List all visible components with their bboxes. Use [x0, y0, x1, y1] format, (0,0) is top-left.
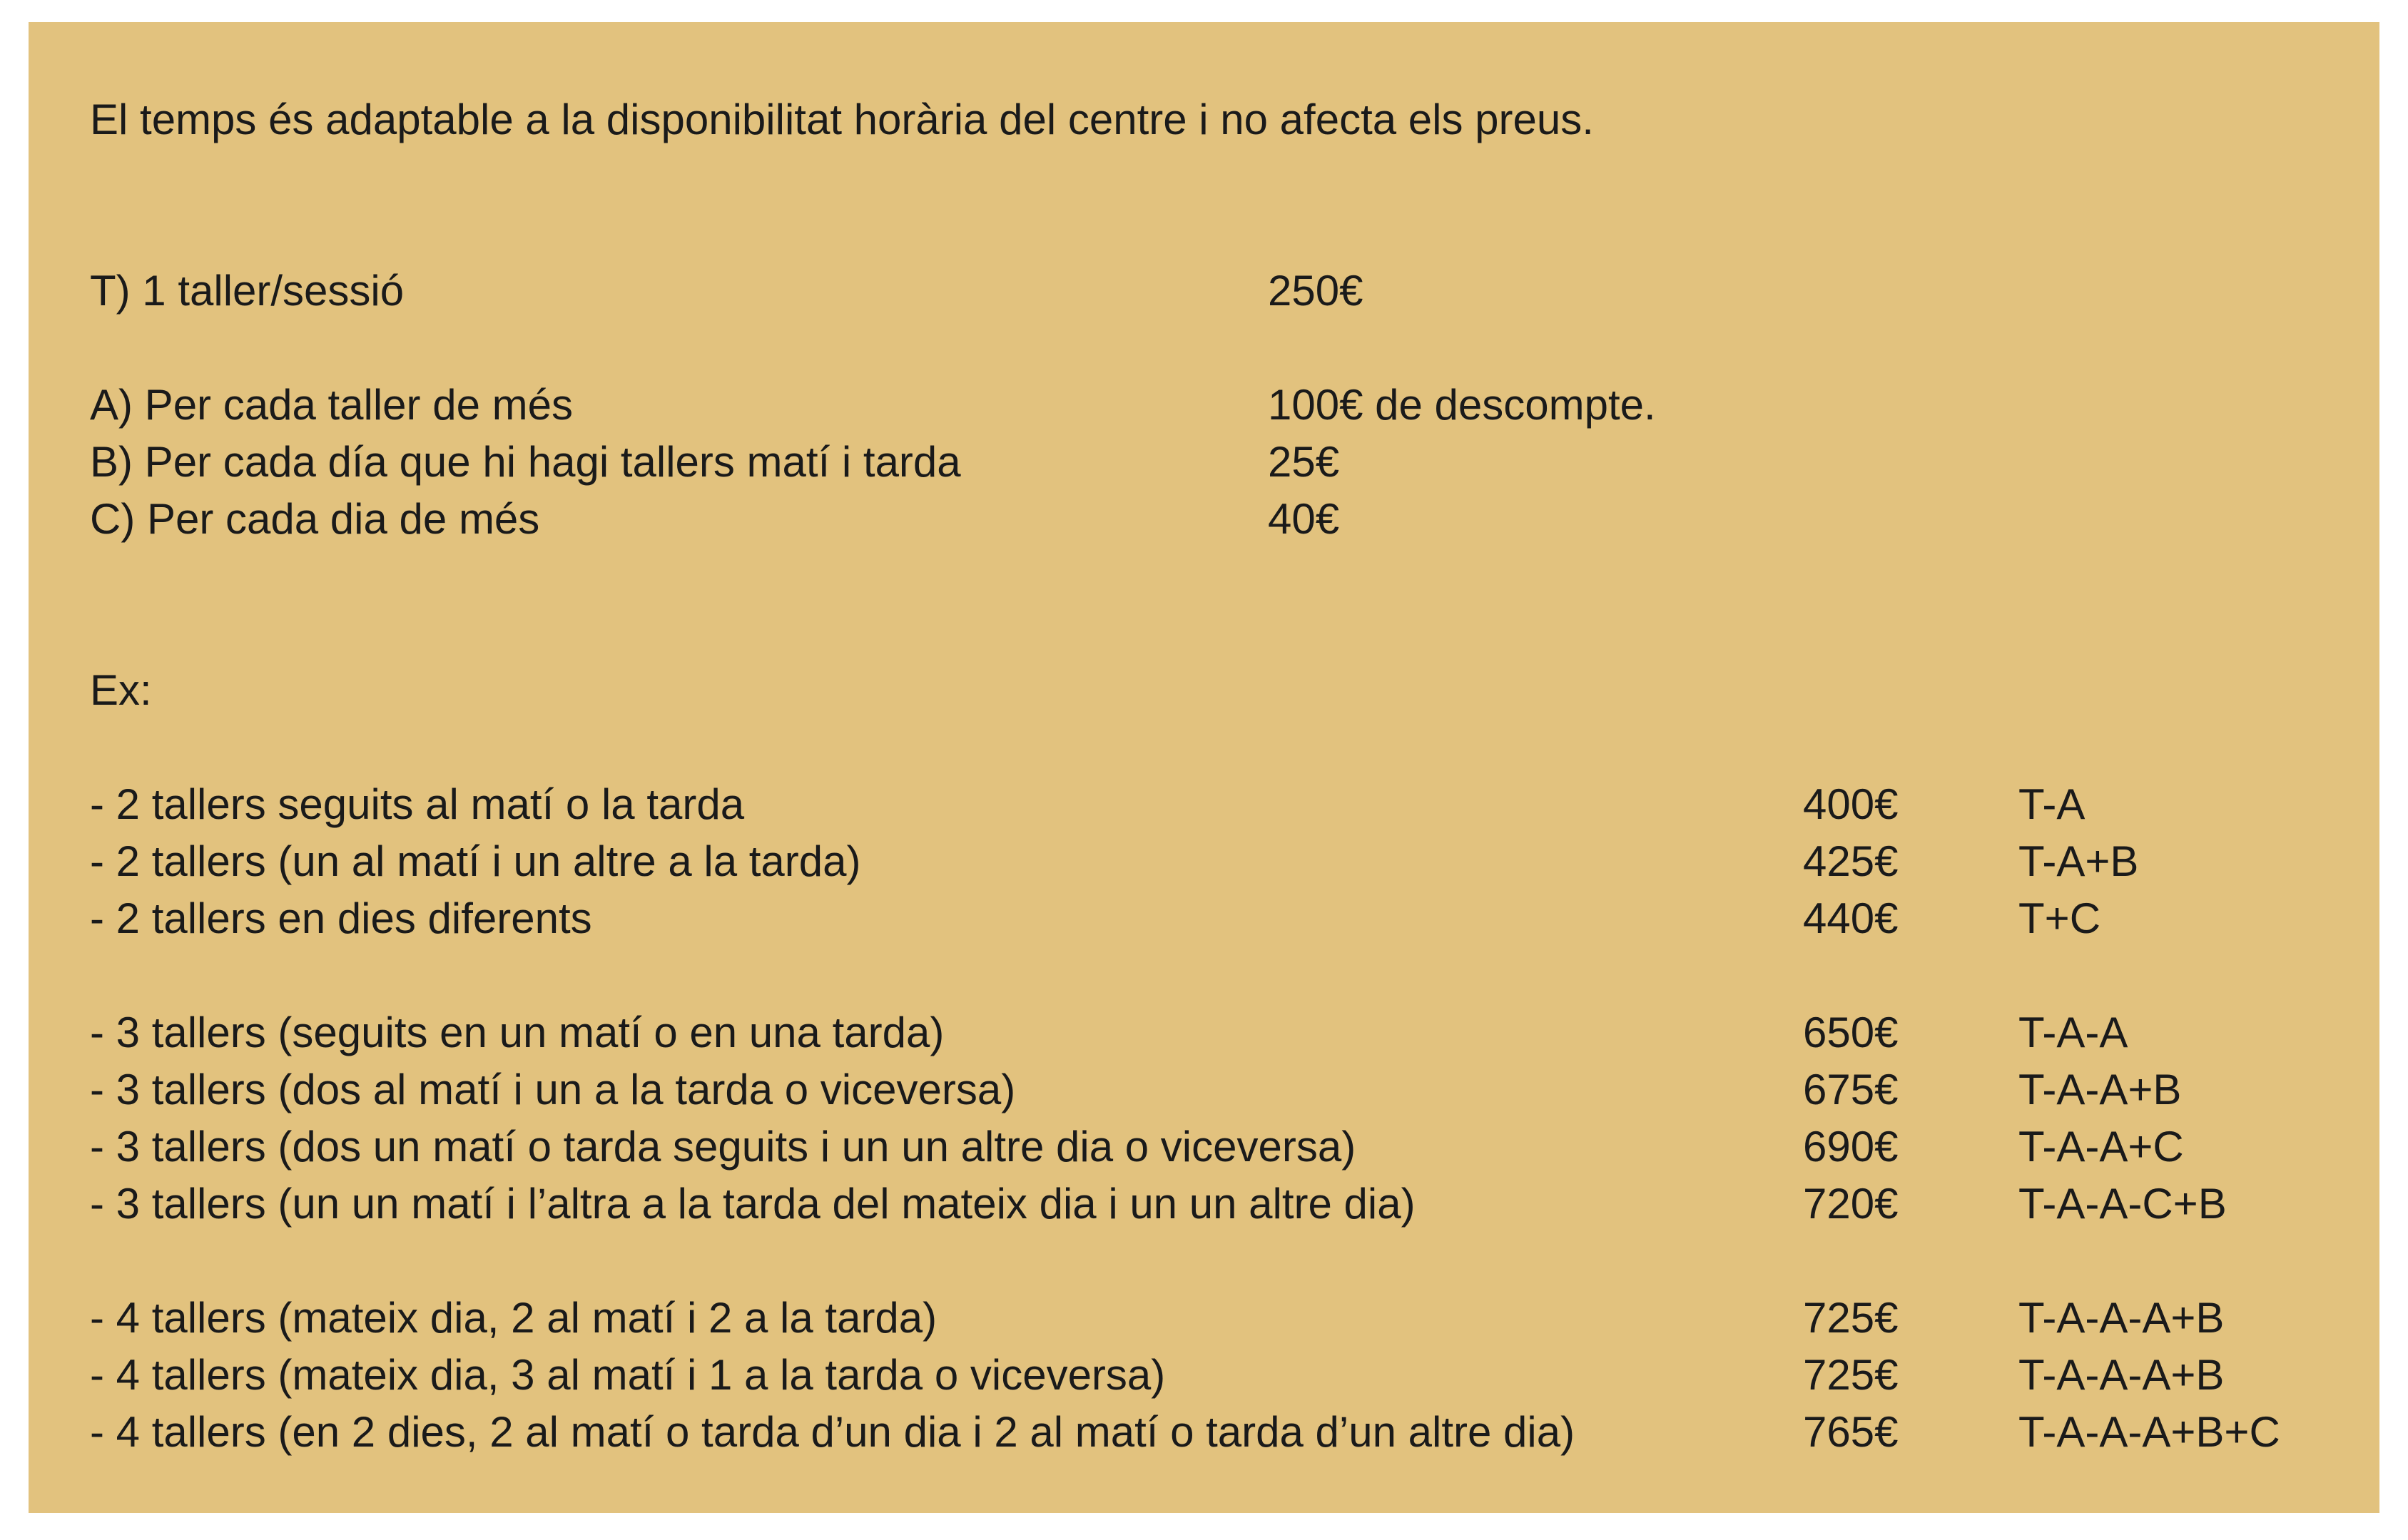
example-description: - 3 tallers (un un matí i l’altra a la tarda del mateix dia i un un altre dia): [90, 1180, 1416, 1228]
example-code: T-A-A-A+B+C: [2018, 1408, 2280, 1456]
base-label: T) 1 taller/sessió: [90, 267, 405, 315]
example-price: 720€: [1803, 1180, 1899, 1228]
example-description: - 4 tallers (en 2 dies, 2 al matí o tarda d’un dia i 2 al matí o tarda d’un altre dia): [90, 1408, 1575, 1456]
example-description: - 4 tallers (mateix dia, 2 al matí i 2 a la tarda): [90, 1294, 938, 1342]
modifier-label: A) Per cada taller de més: [90, 381, 573, 429]
example-description: - 2 tallers seguits al matí o la tarda: [90, 780, 745, 828]
example-price: 690€: [1803, 1123, 1899, 1171]
example-code: T-A-A-A+B: [2018, 1294, 2225, 1342]
example-description: - 3 tallers (dos un matí o tarda seguits i un un altre dia o viceversa): [90, 1123, 1356, 1171]
example-price: 650€: [1803, 1009, 1899, 1056]
example-code: T-A-A-A+B: [2018, 1351, 2225, 1399]
example-description: - 2 tallers (un al matí i un altre a la tarda): [90, 837, 861, 885]
example-price: 400€: [1803, 780, 1899, 828]
example-price: 725€: [1803, 1351, 1899, 1399]
example-code: T+C: [2018, 894, 2101, 942]
example-price: 425€: [1803, 837, 1899, 885]
modifier-value: 40€: [1268, 495, 1340, 543]
example-code: T-A: [2018, 780, 2086, 828]
modifier-value: 100€ de descompte.: [1268, 381, 1656, 429]
example-price: 765€: [1803, 1408, 1899, 1456]
intro-text: El temps és adaptable a la disponibilitat horària del centre i no afecta els preus.: [90, 96, 1594, 143]
example-price: 675€: [1803, 1066, 1899, 1113]
example-code: T-A-A+C: [2018, 1123, 2184, 1171]
example-description: - 4 tallers (mateix dia, 3 al matí i 1 a la tarda o viceversa): [90, 1351, 1166, 1399]
example-price: 725€: [1803, 1294, 1899, 1342]
modifier-label: B) Per cada día que hi hagi tallers matí i tarda: [90, 438, 961, 486]
example-price: 440€: [1803, 894, 1899, 942]
example-description: - 2 tallers en dies diferents: [90, 894, 592, 942]
modifier-label: C) Per cada dia de més: [90, 495, 540, 543]
pricing-panel: [29, 22, 2379, 1513]
example-code: T-A-A-C+B: [2018, 1180, 2227, 1228]
base-price: 250€: [1268, 267, 1363, 315]
example-code: T-A-A: [2018, 1009, 2128, 1056]
example-code: T-A+B: [2018, 837, 2139, 885]
example-description: - 3 tallers (seguits en un matí o en una tarda): [90, 1009, 945, 1056]
example-code: T-A-A+B: [2018, 1066, 2182, 1113]
examples-heading: Ex:: [90, 666, 152, 714]
example-description: - 3 tallers (dos al matí i un a la tarda o viceversa): [90, 1066, 1016, 1113]
modifier-value: 25€: [1268, 438, 1340, 486]
